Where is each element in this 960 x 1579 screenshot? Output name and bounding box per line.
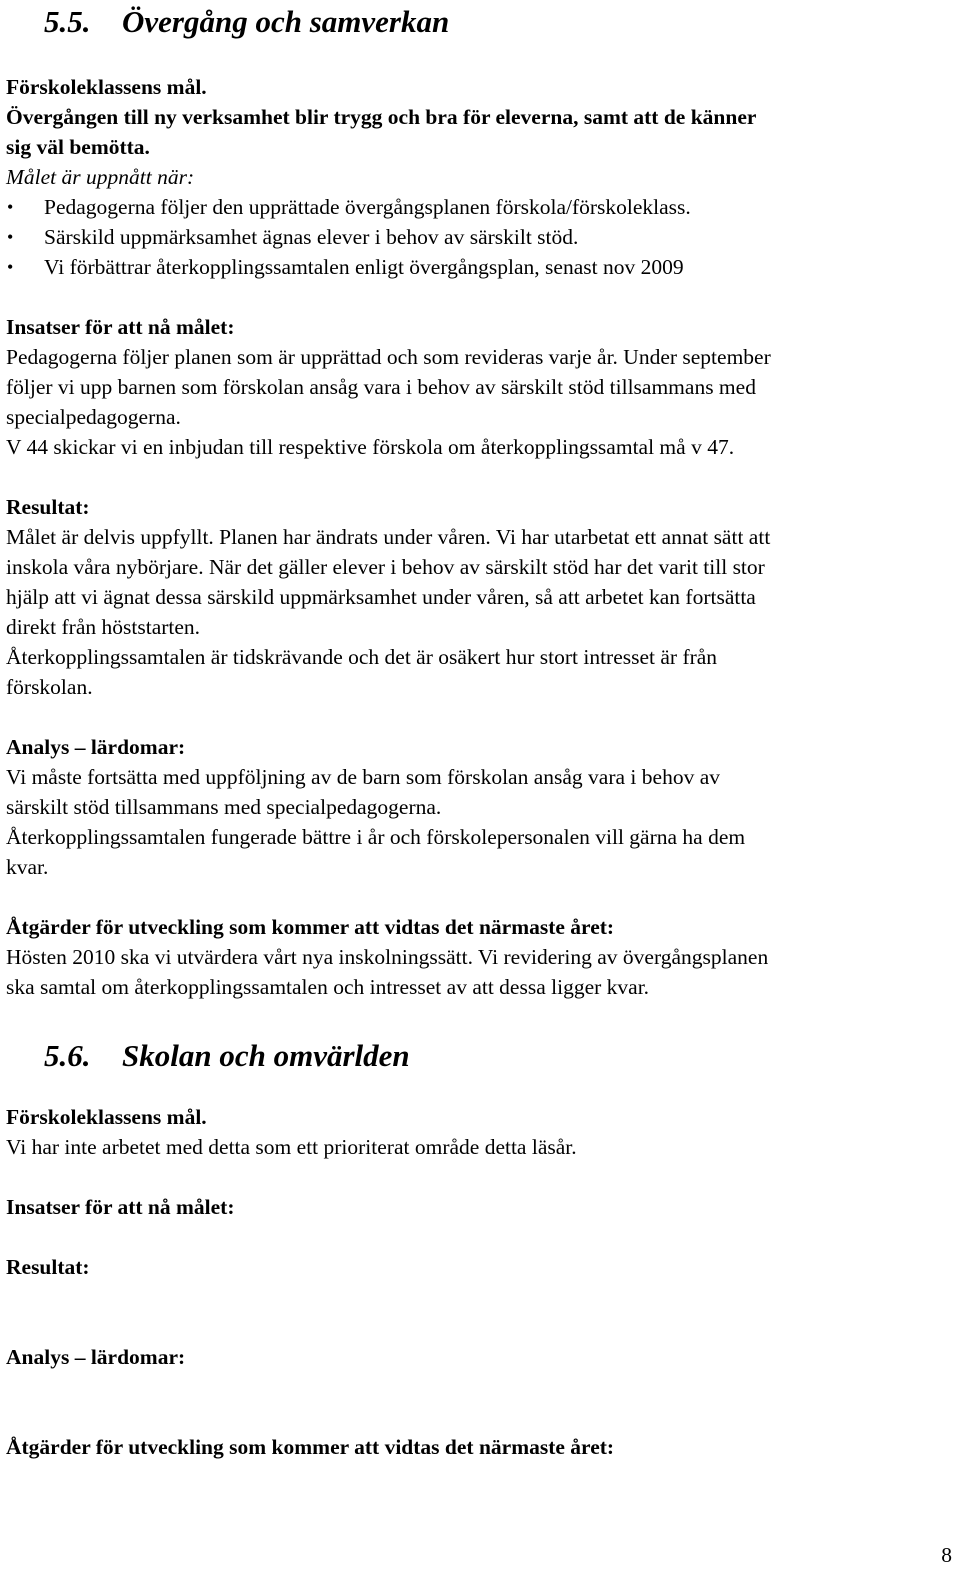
analysis-text-line: kvar. xyxy=(6,855,49,879)
section-number: 5.6. xyxy=(44,1038,91,1073)
analysis-text-line: Återkopplingssamtalen fungerade bättre i år och förskolepersonalen vill gärna ha dem xyxy=(6,825,746,849)
actions-text-line: ska samtal om återkopplingssamtalen och intresset av att dessa ligger kvar. xyxy=(6,975,650,999)
goal-text-line: Vi har inte arbetet med detta som ett prioriterat område detta läsår. xyxy=(6,1135,577,1159)
goal-text-line: sig väl bemötta. xyxy=(6,135,150,159)
analysis-heading: Analys – lärdomar: xyxy=(6,735,186,759)
list-item xyxy=(6,252,946,282)
efforts-text-line: Pedagogerna följer planen som är upprättad och som revideras varje år. Under september xyxy=(6,345,771,369)
section-number: 5.5. xyxy=(44,4,91,39)
analysis-text-line: Vi måste fortsätta med uppföljning av de barn som förskolan ansåg vara i behov av xyxy=(6,765,720,789)
result-text-line: direkt från höststarten. xyxy=(6,615,201,639)
list-item-text: Särskild uppmärksamhet ägnas elever i behov av särskilt stöd. xyxy=(44,225,579,249)
section-title: Skolan och omvärlden xyxy=(122,1038,410,1073)
achieved-heading: Målet är uppnått när: xyxy=(6,165,195,189)
list-item-text: Pedagogerna följer den upprättade övergångsplanen förskola/förskoleklass. xyxy=(44,195,691,219)
bullet-icon: • xyxy=(7,197,14,217)
efforts-heading: Insatser för att nå målet: xyxy=(6,1195,235,1219)
analysis-text-line: särskilt stöd tillsammans med specialpedagogerna. xyxy=(6,795,442,819)
result-text-line: förskolan. xyxy=(6,675,93,699)
result-text-line: Målet är delvis uppfyllt. Planen har ändrats under våren. Vi har utarbetat ett annat sätt att xyxy=(6,525,771,549)
result-text-line: inskola våra nybörjare. När det gäller elever i behov av särskilt stöd har det varit till stor xyxy=(6,555,765,579)
result-text-line: hjälp att vi ägnat dessa särskild uppmärksamhet under våren, så att arbetet kan fortsätta xyxy=(6,585,756,609)
section-title: Övergång och samverkan xyxy=(122,4,450,39)
achieved-criteria-list xyxy=(6,192,946,282)
goal-heading: Förskoleklassens mål. xyxy=(6,75,207,99)
analysis-heading: Analys – lärdomar: xyxy=(6,1345,186,1369)
actions-heading: Åtgärder för utveckling som kommer att vidtas det närmaste året: xyxy=(6,1435,615,1459)
section-heading-5-5 xyxy=(6,2,946,42)
result-heading: Resultat: xyxy=(6,495,90,519)
efforts-text-line: specialpedagogerna. xyxy=(6,405,181,429)
goal-heading: Förskoleklassens mål. xyxy=(6,1105,207,1129)
list-item xyxy=(6,222,946,252)
list-item-text: Vi förbättrar återkopplingssamtalen enligt övergångsplan, senast nov 2009 xyxy=(44,255,684,279)
efforts-heading: Insatser för att nå målet: xyxy=(6,315,235,339)
actions-heading: Åtgärder för utveckling som kommer att vidtas det närmaste året: xyxy=(6,915,615,939)
efforts-text-line: V 44 skickar vi en inbjudan till respektive förskola om återkopplingssamtal må v 47. xyxy=(6,435,735,459)
bullet-icon: • xyxy=(7,227,14,247)
result-text-line: Återkopplingssamtalen är tidskrävande och det är osäkert hur stort intresset är från xyxy=(6,645,718,669)
result-heading: Resultat: xyxy=(6,1255,90,1279)
page-number: 8 xyxy=(941,1543,952,1567)
bullet-icon: • xyxy=(7,257,14,277)
document-page xyxy=(6,0,946,1462)
actions-text-line: Hösten 2010 ska vi utvärdera vårt nya inskolningssätt. Vi revidering av övergångsplanen xyxy=(6,945,769,969)
section-heading-5-6 xyxy=(6,1036,946,1076)
list-item xyxy=(6,192,946,222)
efforts-text-line: följer vi upp barnen som förskolan ansåg vara i behov av särskilt stöd tillsammans med xyxy=(6,375,756,399)
goal-text-line: Övergången till ny verksamhet blir trygg och bra för eleverna, samt att de känner xyxy=(6,105,757,129)
